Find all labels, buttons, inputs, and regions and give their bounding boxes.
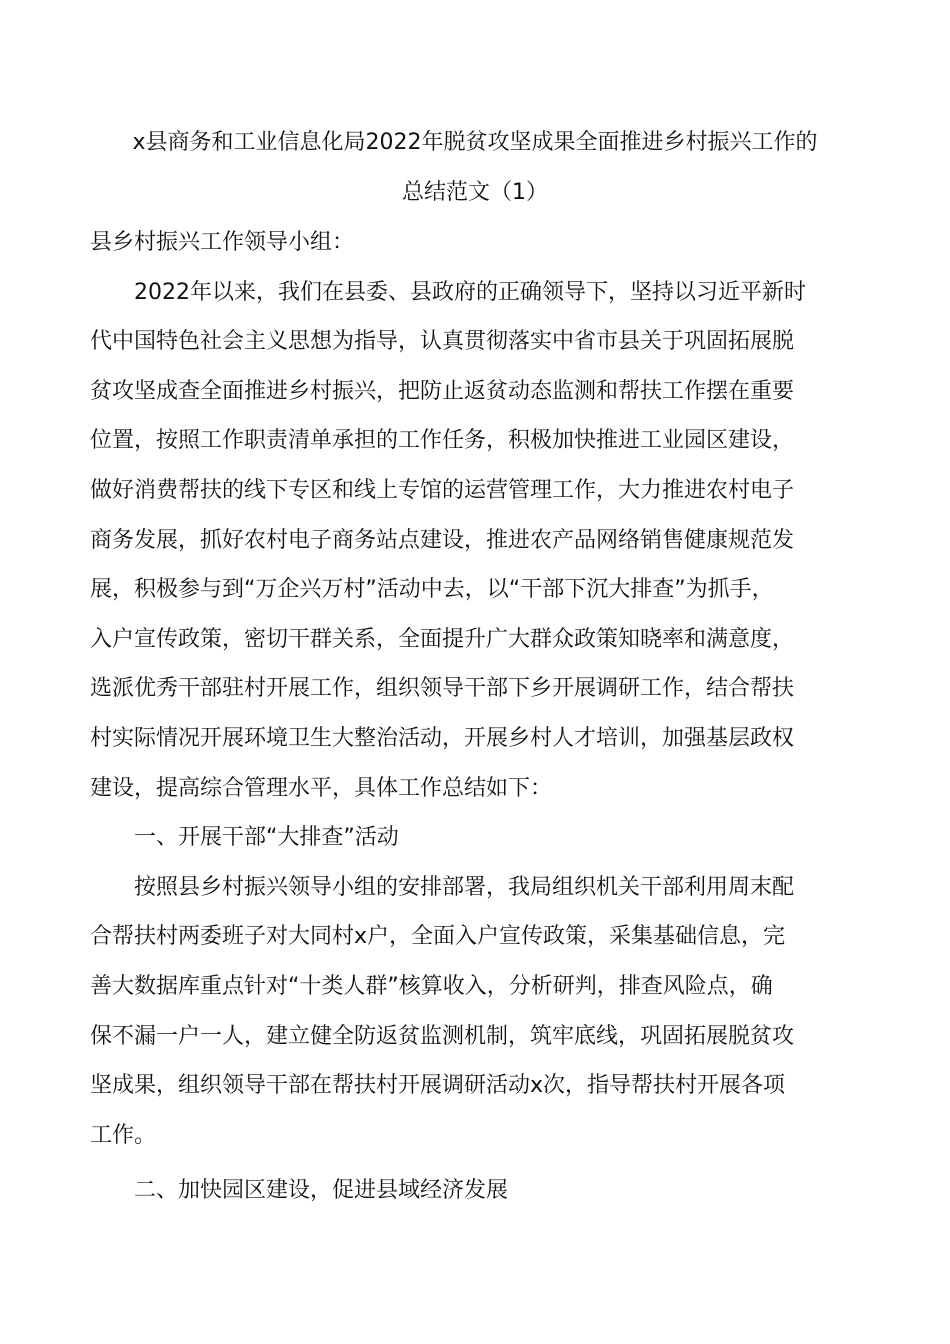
section-2-heading: 二、加快园区建设，促进县域经济发展 bbox=[134, 1178, 509, 1204]
salutation: 县乡村振兴工作领导小组： bbox=[90, 230, 355, 255]
title-line-2: 总结范文（1） bbox=[402, 180, 548, 205]
intro-line: 选派优秀干部驻村开展工作，组织领导干部下乡开展调研工作，结合帮扶 bbox=[90, 676, 795, 702]
section-1-line: 善大数据库重点针对“十类人群”核算收入，分析研判，排查风险点，确 bbox=[90, 973, 773, 999]
document-page bbox=[90, 118, 860, 1216]
intro-paragraph bbox=[90, 268, 860, 814]
section-1-line: 坚成果，组织领导干部在帮扶村开展调研活动x次，指导帮扶村开展各项 bbox=[90, 1073, 786, 1099]
intro-line: 入户宣传政策，密切干群关系，全面提升广大群众政策知晓率和满意度， bbox=[90, 626, 795, 652]
section-1-line: 保不漏一户一人，建立健全防返贫监测机制，筑牢底线，巩固拓展脱贫攻 bbox=[90, 1023, 795, 1049]
intro-line: 2022年以来，我们在县委、县政府的正确领导下，坚持以习近平新时 bbox=[134, 279, 806, 305]
section-1-paragraph bbox=[90, 863, 860, 1161]
intro-line: 商务发展，抓好农村电子商务站点建设，推进农产品网络销售健康规范发 bbox=[90, 527, 795, 553]
intro-line: 展，积极参与到“万企兴万村”活动中去，以“干部下沉大排查”为抓手， bbox=[90, 577, 774, 603]
intro-line: 做好消费帮扶的线下专区和线上专馆的运营管理工作，大力推进农村电子 bbox=[90, 477, 795, 503]
intro-line: 村实际情况开展环境卫生大整治活动，开展乡村人才培训，加强基层政权 bbox=[90, 725, 795, 751]
section-1-line: 工作。 bbox=[90, 1122, 157, 1148]
document-title bbox=[90, 118, 860, 218]
section-1-line: 按照县乡村振兴领导小组的安排部署，我局组织机关干部利用周末配 bbox=[134, 874, 795, 900]
section-1-heading: 一、开展干部“大排查”活动 bbox=[134, 825, 399, 851]
intro-line: 代中国特色社会主义思想为指导，认真贯彻落实中省市县关于巩固拓展脱 bbox=[90, 329, 795, 355]
title-line-1: x县商务和工业信息化局2022年脱贫攻坚成果全面推进乡村振兴工作的 bbox=[132, 130, 818, 155]
intro-line: 位置，按照工作职责清单承担的工作任务，积极加快推进工业园区建设， bbox=[90, 428, 795, 454]
intro-line: 贫攻坚成查全面推进乡村振兴，把防止返贫动态监测和帮扶工作摆在重要 bbox=[90, 378, 795, 404]
section-1-line: 合帮扶村两委班子对大同村x户，全面入户宣传政策，采集基础信息，完 bbox=[90, 924, 786, 950]
intro-line: 建设，提高综合管理水平，具体工作总结如下： bbox=[90, 775, 553, 801]
